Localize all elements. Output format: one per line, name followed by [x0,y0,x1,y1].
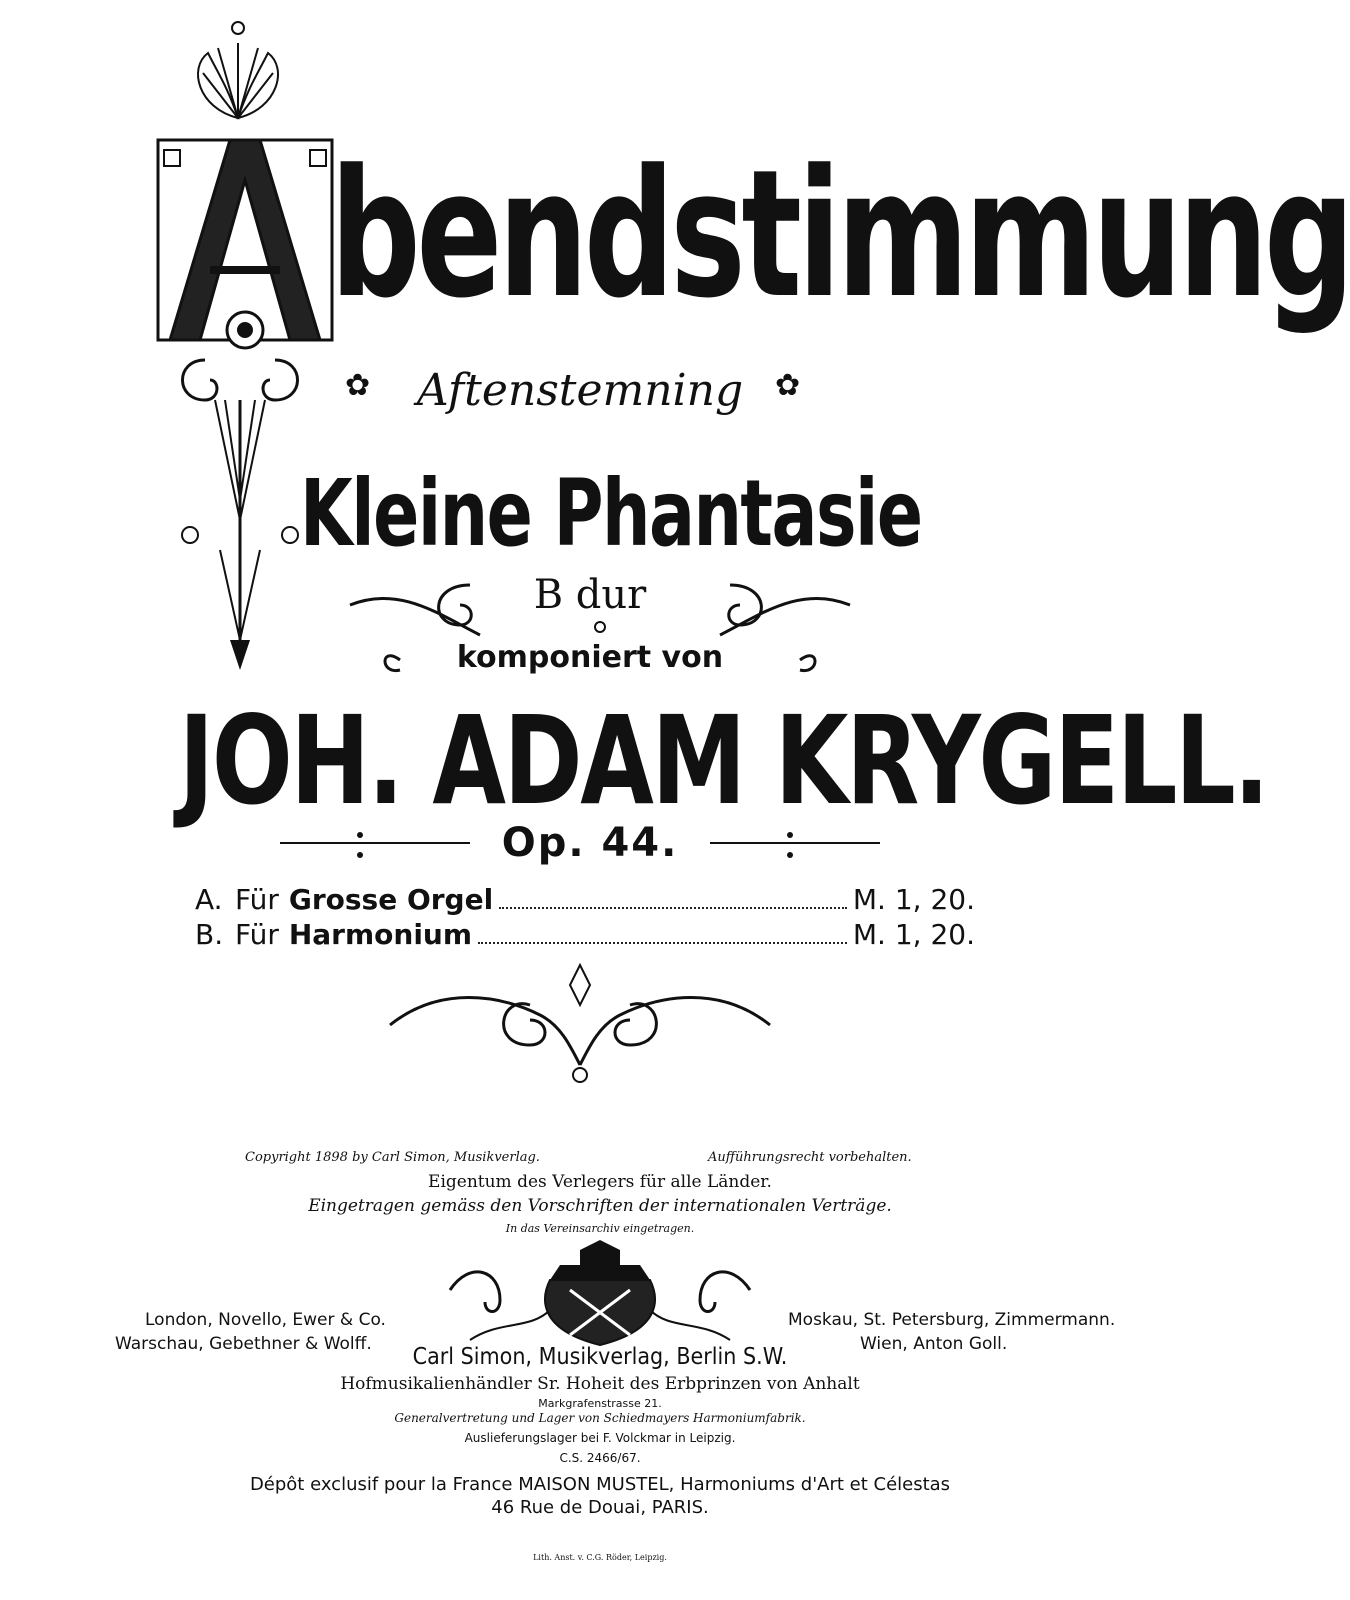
central-ornament [380,955,780,1085]
palmette-ornament [178,18,298,128]
opus-number: Op. 44. [501,820,679,866]
edition-instrument: Grosse Orgel [288,883,494,916]
key-signature: B dur [533,572,647,618]
coat-of-arms-emblem [440,1240,760,1350]
ownership-note: Eigentum des Verlegers für alle Länder. [428,1172,772,1192]
publisher-title: Hofmusikalienhändler Sr. Hoheit des Erbprinzen von Anhalt [340,1374,860,1394]
edition-row [195,918,975,954]
french-address: 46 Rue de Douai, PARIS. [491,1497,709,1518]
divider-left [270,825,470,865]
agent-wien: Wien, Anton Goll. [860,1334,1008,1354]
registration-note: Eingetragen gemäss den Vorschriften der internationalen Verträge. [308,1196,892,1216]
flower-ornament-left-icon: ✿ [345,368,371,403]
copyright-note: Copyright 1898 by Carl Simon, Musikverlag. [245,1150,540,1165]
archive-note: In das Vereinsarchiv eingetragen. [505,1222,695,1235]
delivery-warehouse: Auslieferungslager bei F. Volckmar in Leipzig. [464,1431,736,1445]
edition-fuer: Für [235,918,279,951]
agent-london: London, Novello, Ewer & Co. [145,1310,386,1330]
genre-title: Kleine Phantasie [300,460,922,567]
performance-rights: Aufführungsrecht vorbehalten. [708,1150,912,1165]
edition-instrument: Harmonium [288,918,473,951]
publisher-name: Carl Simon, Musikverlag, Berlin S.W. [412,1344,788,1370]
edition-price: M. 1, 20. [852,883,975,916]
pendant-ornament [165,340,315,680]
printer-credit: Lith. Anst. v. C.G. Röder, Leipzig. [533,1553,667,1562]
agent-moskau: Moskau, St. Petersburg, Zimmermann. [788,1310,1116,1330]
edition-fuer: Für [235,883,279,916]
leader-dots [499,907,847,909]
leader-dots [478,942,847,944]
general-agency: Generalvertretung und Lager von Schiedmayers Harmoniumfabrik. [394,1411,806,1425]
divider-right [710,825,890,865]
title-main: bendstimmung [330,132,1350,337]
plate-number: C.S. 2466/67. [559,1451,641,1465]
flower-ornament-right-icon: ✿ [775,368,801,403]
publisher-address: Markgrafenstrasse 21. [538,1397,662,1410]
by-line: komponiert von [456,640,724,675]
ornamental-initial-a [150,120,340,360]
french-depot: Dépôt exclusif pour la France MAISON MUSTEL, Harmoniums d'Art et Célestas [249,1474,951,1495]
subtitle: Aftenstemning [416,365,744,416]
edition-price: M. 1, 20. [852,918,975,951]
edition-letter: B. [195,918,224,951]
edition-row [195,883,975,919]
agent-warschau: Warschau, Gebethner & Wolff. [115,1334,372,1354]
edition-letter: A. [195,883,223,916]
composer-name: JOH. ADAM KRYGELL. [178,690,1268,832]
